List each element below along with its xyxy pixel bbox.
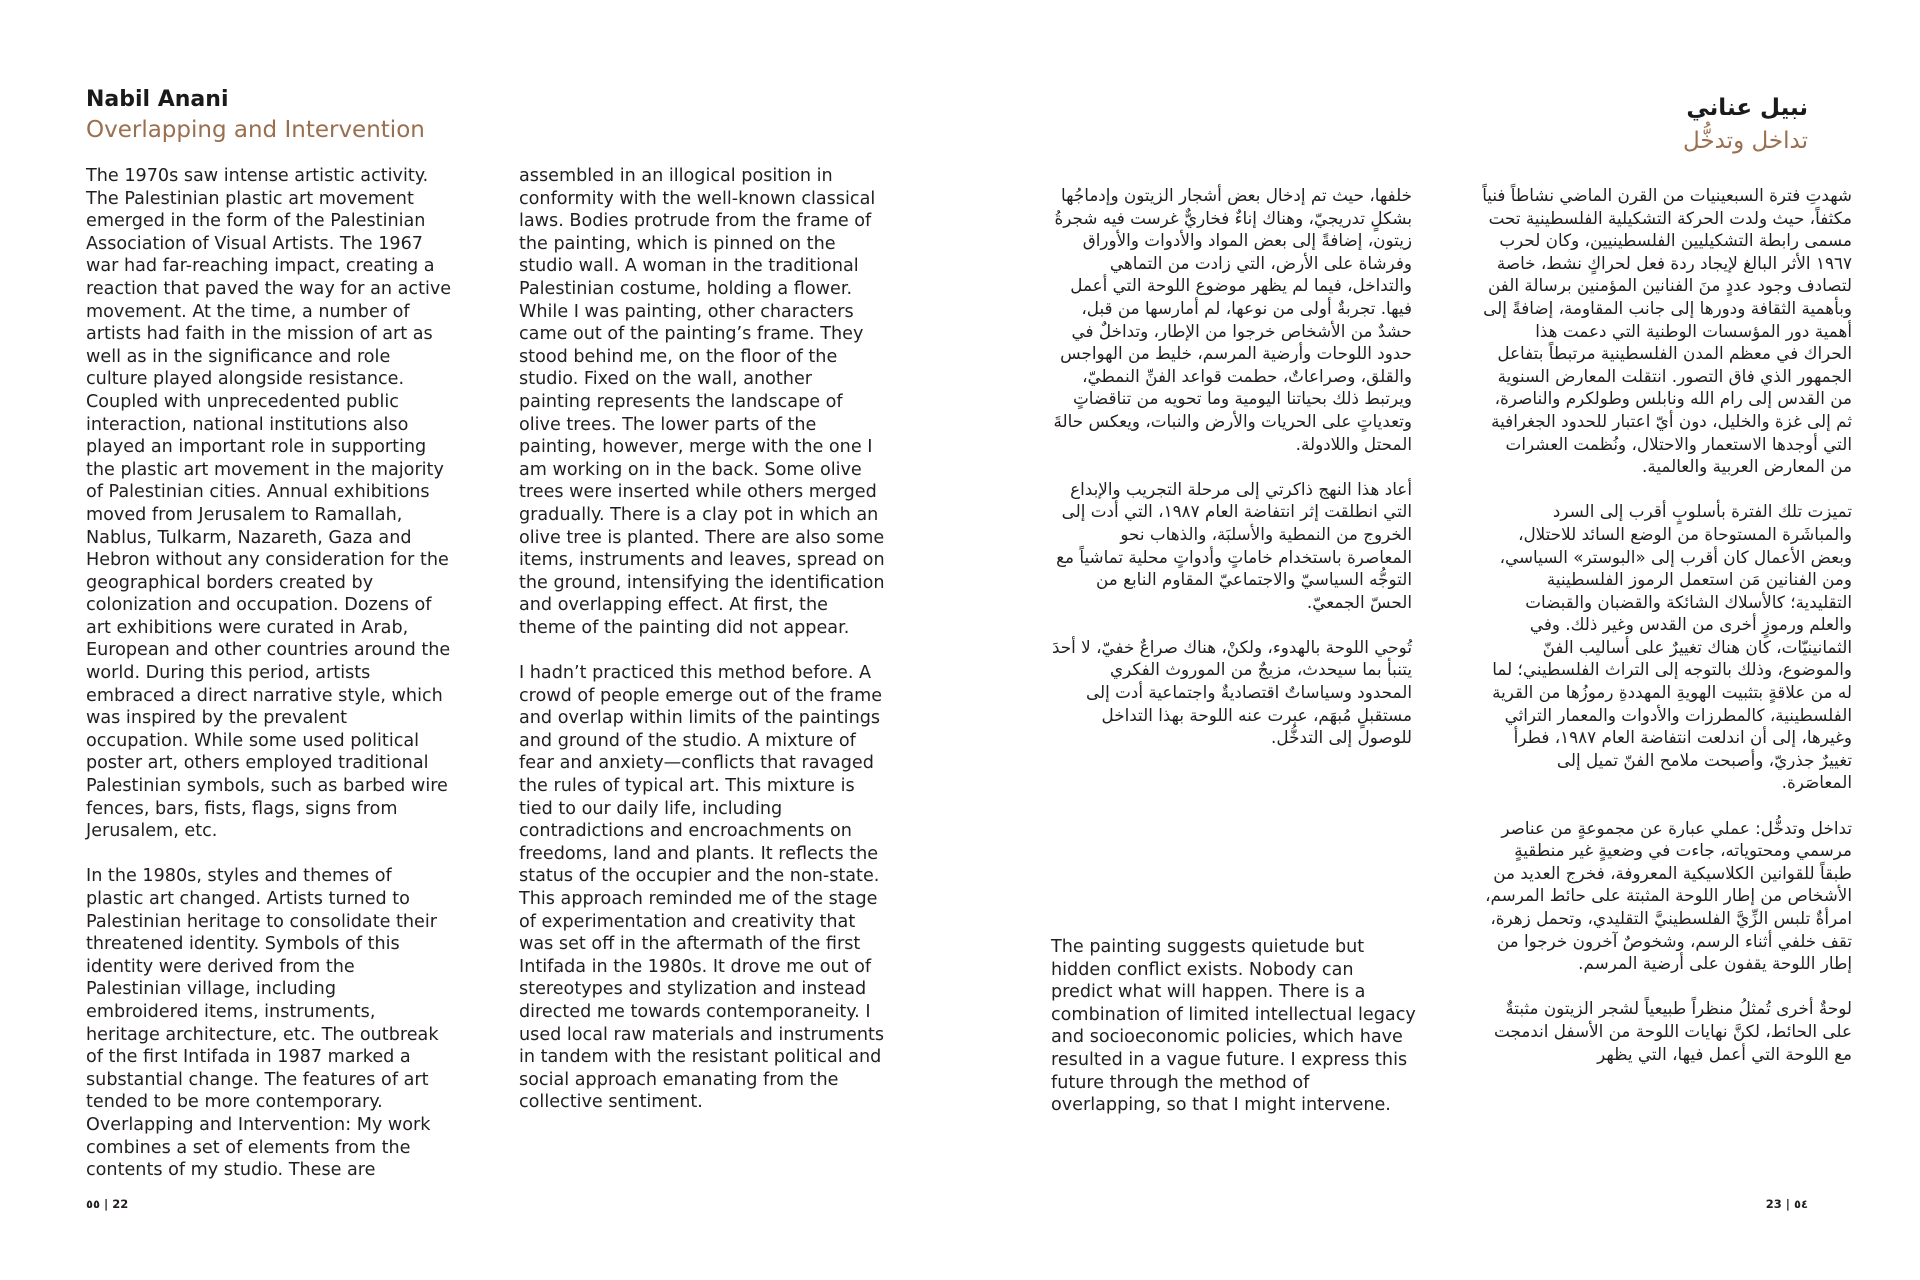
english-column-1 — [86, 165, 454, 1204]
artwork-title-english: Overlapping and Intervention — [86, 117, 425, 143]
artist-name-english: Nabil Anani — [86, 87, 229, 112]
page-number-left: ٥٥ | 22 — [86, 1197, 129, 1211]
paragraph: I hadn’t practiced this method before. A crowd of people emerge out of the frame and overlap within limits of the paintings and ground of the studio. A mixture of fear and anxiety—conflicts that ravaged the rules of typical art. This mixture is tied to our daily life, including contradictions and encroachments on freedoms, land and plants. It reflects the status of the occupier and the non-state. This approach reminded me of the stage of experimentation and creativity that was set off in the aftermath of the first Intifada in the 1980s. It drove me out of stereotypes and stylization and instead directed me towards contemporaneity. I used local raw materials and instruments in tandem with the resistant political and social approach emanating from the collective sentiment. — [519, 663, 885, 1113]
paragraph: assembled in an illogical position in conformity with the well-known classical laws. Bodies protrude from the frame of the painting, which is pinned on the studio wall. A woman in the traditional Palestinian costume, holding a flower. While I was painting, other characters came out of the painting’s frame. They stood behind me, on the floor of the studio. Fixed on the wall, another painting represents the landscape of olive trees. The lower parts of the painting, however, merge with the one I am working on in the back. Some olive trees were inserted while others merged gradually. There is a clay pot in which an olive tree is planted. There are also some items, instruments and leaves, spread on the ground, intensifying the identification and overlapping effect. At first, the theme of the painting did not appear. — [519, 166, 885, 638]
paragraph: The painting suggests quietude but hidden conflict exists. Nobody can predict what will happen. There is a combination of limited intellectual legacy and socioeconomic policies, which have resulted in a vague future. I express this future through the method of overlapping, so that I might intervene. — [1051, 937, 1416, 1116]
paragraph: خلفها، حيث تم إدخال بعض أشجار الزيتون وإدماجُها بشكلٍ تدريجيّ، وهناك إناءٌ فخاريٌّ غرست فيه شجرةُ زيتون، إضافةً إلى بعض المواد والأدوات والأوراق وفرشاة على الأرض، التي زادت من التماهي والتداخل، فيما لم يظهر موضوع اللوحة التي أعمل فيها. تجربةٌ أولى من نوعها، لم أمارسها من قبل، حشدٌ من الأشخاص خرجوا من الإطار، وتداخلٌ في حدود اللوحات وأرضية المرسم، خليط من الهواجس والقلق، وصراعاتٌ، حطمت قواعد الفنِّ النمطيّ، ويرتبط ذلك بحياتنا اليومية وما تحويه من تناقضاتٍ وتعدياتٍ على الحريات والأرض والنبات، ويعكس حالةَ المحتل واللادولة. — [1053, 185, 1412, 454]
artist-name-arabic: نبيل عناني — [1686, 95, 1808, 121]
paragraph: In the 1980s, styles and themes of plastic art changed. Artists turned to Palestinian heritage to consolidate their threatened identity. Symbols of this identity were derived from the Palestinian village, including embroidered items, instruments, heritage architecture, etc. The outbreak of the first Intifada in 1987 marked a substantial change. The features of art tended to be more contemporary. Overlapping and Intervention: My work combines a set of elements from the contents of my studio. These are — [86, 866, 439, 1181]
artwork-title-arabic: تداخل وتدخُّل — [1682, 128, 1808, 154]
paragraph: تُوحي اللوحة بالهدوء، ولكنْ، هناك صراعٌ خفيّ، لا أحدَ يتنبأ بما سيحدث، مزيجٌ من الموروث الفكري المحدود وسياساتٌ اقتصاديةٌ واجتماعية أدت إلى مستقبلٍ مُبهَم، عبرت عنه اللوحة بهذا التداخل للوصول إلى التدخُّل. — [1052, 636, 1412, 748]
paragraph: تداخل وتدخُّل: عملي عبارة عن مجموعةٍ من عناصر مرسمي ومحتوياته، جاءت في وضعيةٍ غير منطقيةٍ طبقاً للقوانين الكلاسيكية المعروفة، فخرج العديد من الأشخاص من إطار اللوحة المثبتة على حائط المرسم، امرأةٌ تلبس الزِّيَّ الفلسطينيَّ التقليدي، وتحمل زهرة، تقف خلفي أثناء الرسم، وشخوصٌ آخرون خرجوا من إطار اللوحة يقفون على أرضية المرسم. — [1485, 817, 1852, 974]
arabic-column-right — [1482, 184, 1852, 1088]
arabic-column-left — [1052, 184, 1412, 771]
paragraph: The 1970s saw intense artistic activity. The Palestinian plastic art movement emerged in the form of the Palestinian Association of Visual Artists. The 1967 war had far-reaching impact, creating a reaction that paved the way for an active movement. At the time, a number of artists had faith in the mission of art as well as in the significance and role culture played alongside resistance. Coupled with unprecedented public interaction, national institutions also played an important role in supporting the plastic art movement in the majority of Palestinian cities. Annual exhibitions moved from Jerusalem to Ramallah, Nablus, Tulkarm, Nazareth, Gaza and Hebron without any consideration for the geographical borders created by colonization and occupation. Dozens of art exhibitions were curated in Arab, European and other countries around the world. During this period, artists embraced a direct narrative style, which was inspired by the prevalent occupation. While some used political poster art, others employed traditional Palestinian symbols, such as barbed wire fences, bars, fists, flags, signs from Jerusalem, etc. — [86, 166, 452, 842]
paragraph: لوحةٌ أخرى تُمثلُ منظراً طبيعياً لشجر الزيتون مثبتةٌ على الحائط، لكنَّ نهايات اللوحة من الأسفل اندمجت مع اللوحة التي أعمل فيها، التي يظهر — [1494, 998, 1852, 1064]
english-column-3 — [1051, 936, 1416, 1139]
page-number-right: 23 | ٥٤ — [1765, 1197, 1808, 1211]
english-column-2 — [519, 165, 889, 1137]
paragraph: أعاد هذا النهج ذاكرتي إلى مرحلة التجريب والإبداع التي انطلقت إثر انتفاضة العام ١٩٨٧، التي أدت إلى الخروج من النمطية والأسلبَة، والذهاب نحو المعاصرة باستخدام خاماتٍ وأدواتٍ محلية تماشياً مع التوجُّه السياسيّ والاجتماعيّ المقاوم النابع من الحسّ الجمعيّ. — [1056, 478, 1412, 612]
paragraph: شهدتِ فترة السبعينيات من القرن الماضي نشاطاً فنياً مكثفاً، حيث ولدت الحركة التشكيلية الفلسطينية تحت مسمى رابطة التشكيليين الفلسطينيين، وكان لحرب ١٩٦٧ الأثر البالغ لإيجاد ردة فعل لحراكٍ نشط، خاصة لتصادف وجود عددٍ منَ الفنانين المؤمنين برسالة الفن وبأهمية الثقافة ودورها إلى جانب المقاومة، إضافةً إلى أهمية دور المؤسسات الوطنية التي دعمت هذا الحراك في معظم المدن الفلسطينية مرتبطاً بتفاعل الجمهور الذي فاق التصور. انتقلت المعارض السنوية من القدس إلى رام الله ونابلس وطولكرم والناصرة، ثم إلى غزة والخليل، دون أيّ اعتبار للحدود الجغرافية التي أوجدها الاستعمار والاحتلال، ونُظمت العشرات من المعارض العربية والعالمية. — [1482, 185, 1852, 477]
paragraph: تميزت تلك الفترة بأسلوبٍ أقرب إلى السرد والمباشَرة المستوحاة من الوضع السائد للاحتلال، وبعض الأعمال كان أقرب إلى «البوستر» السياسي، ومن الفنانين مَن استعمل الرموز الفلسطينية التقليدية؛ كالأسلاك الشائكة والقضبان والقبضات والعلم ورموزٍ أخرى من القدس وغير ذلك. وفي الثمانينيّات، كان هناك تغييرٌ على أساليب الفنّ والموضوع، وذلك بالتوجه إلى التراث الفلسطيني؛ لما له من علاقةٍ بتثبيت الهويةِ المهددةِ رموزُها من القرية الفلسطينية، كالمطرزات والأدوات والمعمار التراثي وغيرها، إلى أن اندلعت انتفاضة العام ١٩٨٧، فطرأ تغييرٌ جذريّ، وأصبحت ملامح الفنّ تميل إلى المعاصَرة. — [1492, 501, 1852, 793]
